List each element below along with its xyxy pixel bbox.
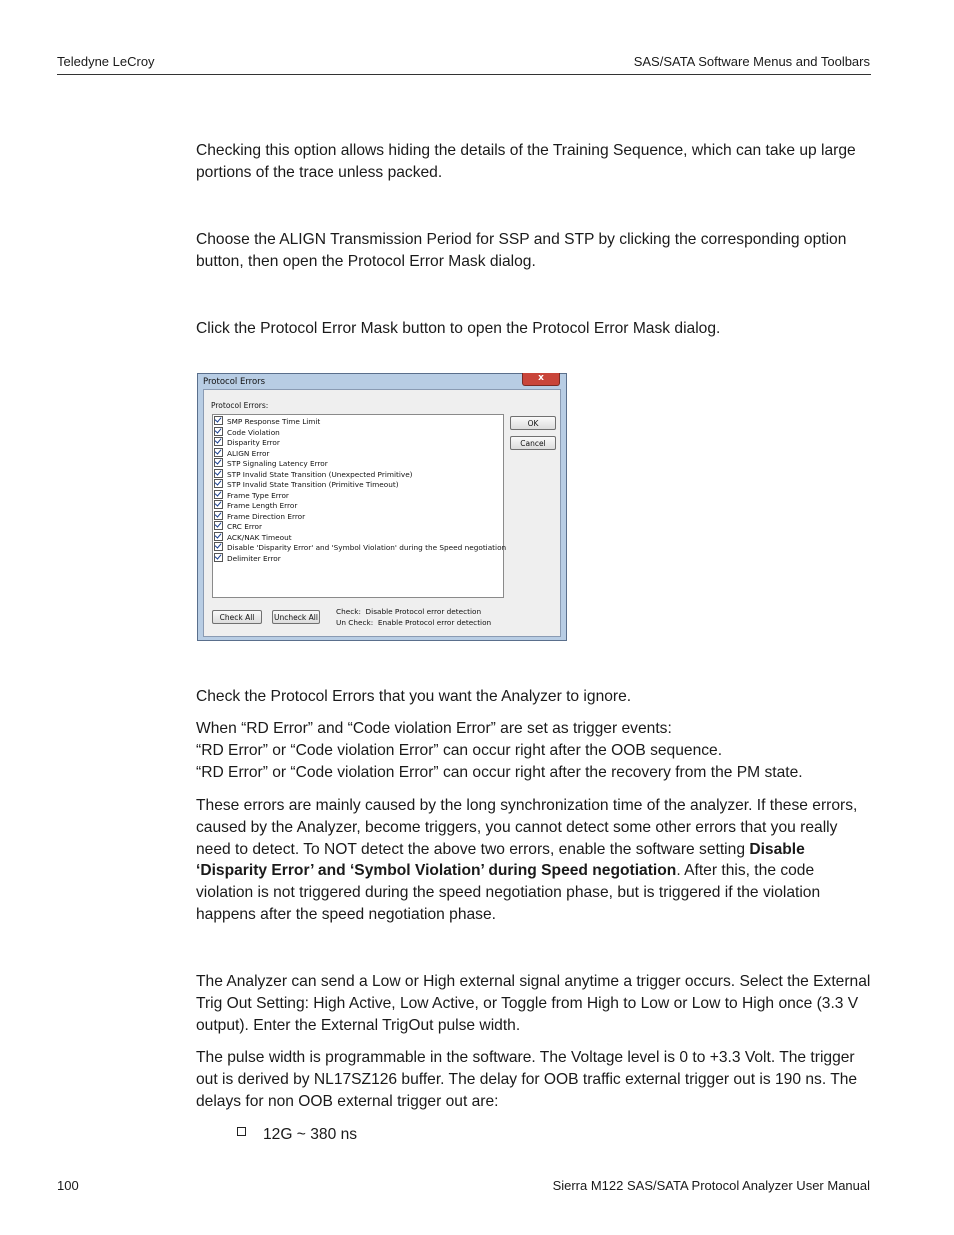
- paragraph-trigger-events: When “RD Error” and “Code violation Error” are set as trigger events: “RD Error” or “Code violation Error” can occur right after the OOB sequence. “RD Error” or “Code violation Error” can occur right after the recovery from the PM state.: [196, 720, 803, 781]
- list-item[interactable]: STP Signaling Latency Error: [214, 458, 503, 469]
- dialog-title: Protocol Errors: [203, 377, 266, 387]
- list-item[interactable]: ALIGN Error: [214, 448, 503, 459]
- paragraph-error-mask: Click the Protocol Error Mask button to open the Protocol Error Mask dialog.: [196, 320, 721, 337]
- checkbox-checked-icon[interactable]: [214, 542, 223, 551]
- paragraph-pulse-width: The pulse width is programmable in the software. The Voltage level is 0 to +3.3 Volt. The trigger out is derived by NL17SZ126 buffer. The delay for OOB traffic external trigger out is 190 ns. The delays for non OOB external trigger out are:: [196, 1049, 858, 1110]
- check-all-button[interactable]: Check All: [212, 610, 262, 624]
- checkbox-checked-icon[interactable]: [214, 437, 223, 446]
- header-rule: [57, 74, 871, 75]
- error-list[interactable]: [212, 414, 507, 598]
- setting-name: Disable ‘Disparity Error’ and ‘Symbol Violation’ during Speed negotiation: [196, 840, 805, 880]
- cancel-button[interactable]: Cancel: [510, 436, 556, 450]
- checkbox-checked-icon[interactable]: [214, 500, 223, 509]
- checkbox-checked-icon[interactable]: [214, 469, 223, 478]
- checkbox-checked-icon[interactable]: [214, 458, 223, 467]
- paragraph-check-errors: Check the Protocol Errors that you want the Analyzer to ignore.: [196, 688, 632, 705]
- checkbox-checked-icon[interactable]: [214, 521, 223, 530]
- checkbox-checked-icon[interactable]: [214, 448, 223, 457]
- uncheck-all-button[interactable]: Uncheck All: [272, 610, 320, 624]
- ok-button[interactable]: OK: [510, 416, 556, 430]
- list-item[interactable]: Disparity Error: [214, 437, 503, 448]
- list-item[interactable]: Frame Length Error: [214, 500, 503, 511]
- list-item[interactable]: Delimiter Error: [214, 553, 503, 564]
- square-bullet-icon: [237, 1125, 247, 1135]
- list-item[interactable]: Disable 'Disparity Error' and 'Symbol Violation' during the Speed negotiation: [214, 542, 503, 553]
- list-item[interactable]: ACK/NAK Timeout: [214, 532, 503, 543]
- checkbox-checked-icon[interactable]: [214, 416, 223, 425]
- group-label: Protocol Errors:: [211, 401, 269, 410]
- list-item[interactable]: CRC Error: [214, 521, 503, 532]
- header-right: SAS/SATA Software Menus and Toolbars: [633, 54, 870, 69]
- header-left: Teledyne LeCroy: [57, 54, 155, 69]
- protocol-errors-dialog: [197, 373, 567, 641]
- checkbox-checked-icon[interactable]: [214, 553, 223, 562]
- close-icon[interactable]: x: [522, 373, 560, 386]
- check-note: Check: Disable Protocol error detection: [336, 607, 482, 616]
- uncheck-note: Un Check: Enable Protocol error detection: [336, 618, 492, 627]
- checkbox-checked-icon[interactable]: [214, 479, 223, 488]
- checkbox-checked-icon[interactable]: [214, 511, 223, 520]
- footer-title: Sierra M122 SAS/SATA Protocol Analyzer User Manual: [552, 1178, 870, 1193]
- checkbox-checked-icon[interactable]: [214, 490, 223, 499]
- list-item[interactable]: Frame Direction Error: [214, 511, 503, 522]
- checkbox-checked-icon[interactable]: [214, 532, 223, 541]
- paragraph-align-period: Choose the ALIGN Transmission Period for SSP and STP by clicking the corresponding option button, then open the Protocol Error Mask dialog.: [196, 231, 847, 270]
- paragraph-training-sequence: Checking this option allows hiding the details of the Training Sequence, which can take up large portions of the trace unless packed.: [196, 142, 856, 181]
- bullet-item: 12G ~ 380 ns: [263, 1126, 358, 1143]
- paragraph-sync-errors: These errors are mainly caused by the long synchronization time of the analyzer. If these errors, caused by the Analyzer, become triggers, you cannot detect some other errors that you really need to detect. To NOT detect the above two errors, enable the software setting Disable ‘Disparity Error’ and ‘Symbol Violation’ during Speed negotiation. After this, the code violation is not triggered during the speed negotiation phase, but is triggered if the violation happens after the speed negotiation phase.: [196, 797, 858, 923]
- list-item[interactable]: Code Violation: [214, 427, 503, 438]
- list-item[interactable]: Frame Type Error: [214, 490, 503, 501]
- dialog-body: [203, 389, 561, 637]
- checkbox-checked-icon[interactable]: [214, 427, 223, 436]
- list-item[interactable]: STP Invalid State Transition (Unexpected Primitive): [214, 469, 503, 480]
- paragraph-external-signal: The Analyzer can send a Low or High external signal anytime a trigger occurs. Select the External Trig Out Setting: High Active, Low Active, or Toggle from High to Low or Low to High once (3.3 V output). Enter the External TrigOut pulse width.: [196, 973, 871, 1034]
- page-number: 100: [57, 1178, 79, 1193]
- list-item[interactable]: STP Invalid State Transition (Primitive Timeout): [214, 479, 503, 490]
- list-item[interactable]: SMP Response Time Limit: [214, 416, 503, 427]
